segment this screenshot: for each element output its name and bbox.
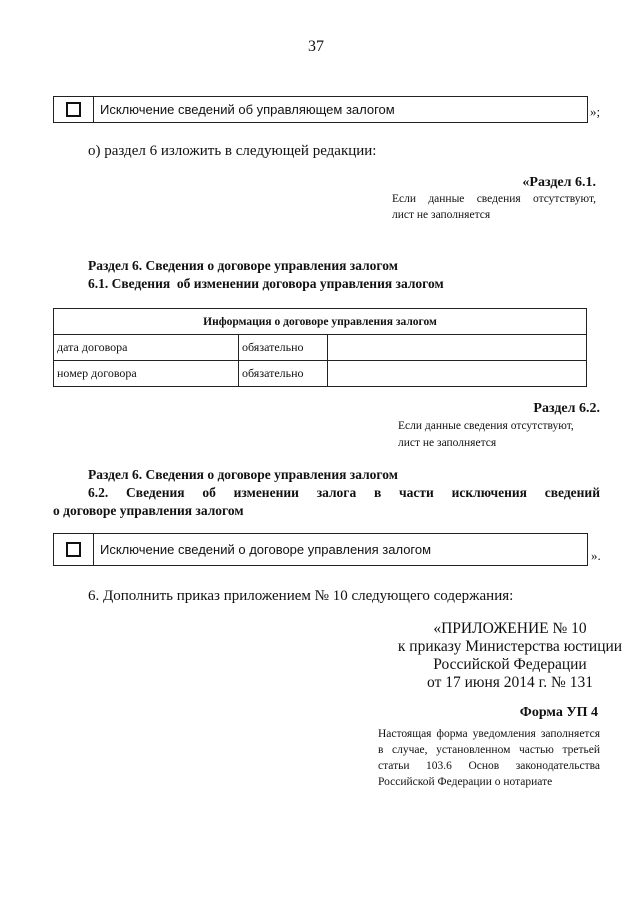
checkbox-square-icon	[66, 542, 81, 557]
appendix-line: Российской Федерации	[433, 656, 587, 673]
field-value[interactable]	[328, 361, 587, 387]
heading-6-2-cont: о договоре управления залогом	[53, 503, 244, 518]
heading-6-2: 6.2. Сведения об изменении залога в части исключения сведений	[88, 485, 600, 500]
closing-quote: »;	[590, 104, 601, 119]
contract-info-table	[53, 308, 587, 387]
field-value[interactable]	[328, 335, 587, 361]
box-label: Исключение сведений о договоре управления залогом	[100, 542, 432, 557]
table-row	[54, 361, 587, 387]
appendix-line: «ПРИЛОЖЕНИЕ № 10	[433, 620, 587, 637]
heading-section-6: Раздел 6. Сведения о договоре управления залогом	[88, 467, 398, 482]
checkbox[interactable]	[54, 534, 94, 565]
checkbox-square-icon	[66, 102, 81, 117]
field-name: номер договора	[54, 361, 239, 387]
field-required: обязательно	[239, 335, 328, 361]
form-title: Форма УП 4	[519, 705, 598, 720]
heading-section-6: Раздел 6. Сведения о договоре управления залогом	[88, 258, 398, 273]
item-o: о) раздел 6 изложить в следующей редакции:	[88, 143, 377, 159]
table-row	[54, 335, 587, 361]
appendix-line: от 17 июня 2014 г. № 131	[427, 674, 593, 691]
section-6-2-title: Раздел 6.2.	[533, 401, 600, 416]
appendix-header	[380, 620, 640, 692]
section-note: Если данные сведения отсутствуют,	[398, 420, 574, 432]
section-note: лист не заполняется	[392, 209, 491, 221]
field-name: дата договора	[54, 335, 239, 361]
item-6: 6. Дополнить приказ приложением № 10 следующего содержания:	[88, 588, 514, 604]
exclusion-contract-box	[53, 533, 588, 566]
section-note: лист не заполняется	[398, 437, 497, 449]
appendix-line: к приказу Министерства юстиции	[397, 638, 623, 655]
closing-quote: ».	[591, 548, 601, 563]
exclusion-manager-box	[53, 96, 588, 123]
box-label: Исключение сведений об управляющем залогом	[100, 102, 395, 117]
page-number: 37	[308, 38, 324, 55]
table-header: Информация о договоре управления залогом	[54, 309, 587, 335]
checkbox[interactable]	[54, 97, 94, 122]
heading-6-1: 6.1. Сведения об изменении договора управления залогом	[88, 276, 444, 291]
field-required: обязательно	[239, 361, 328, 387]
section-note: Если данные сведения отсутствуют,	[392, 193, 596, 205]
section-6-1-title: «Раздел 6.1.	[522, 175, 596, 190]
form-description: Настоящая форма уведомления заполняется в случае, установленном частью третьей статьи 103.6 Основ законодательства Российской Федерации о нотариате	[378, 728, 600, 788]
